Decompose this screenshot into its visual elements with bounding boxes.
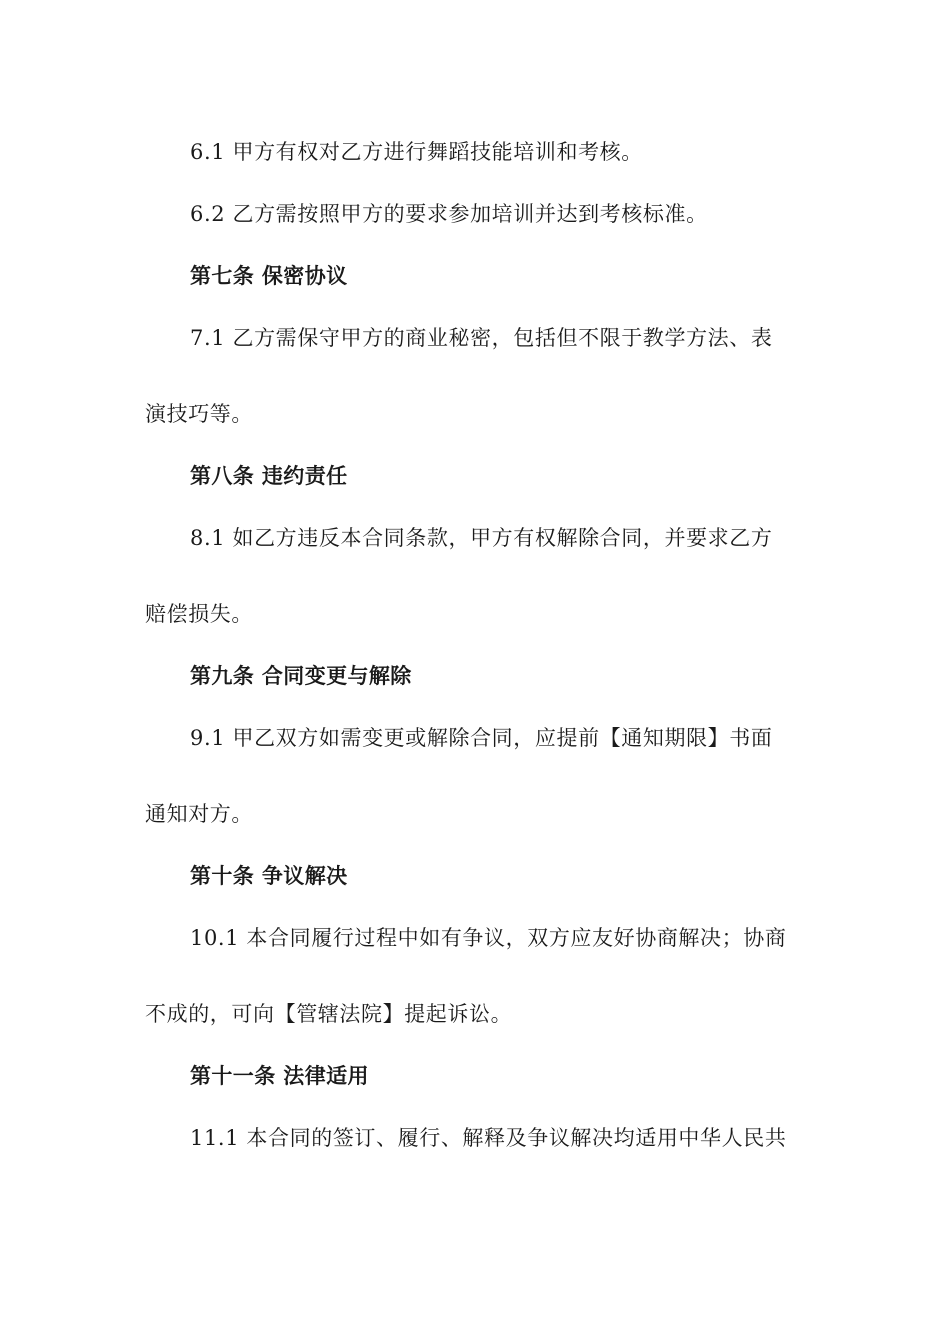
heading-article-11: 第十一条 法律适用	[190, 1064, 369, 1088]
clause-7-1: 7.1 乙方需保守甲方的商业秘密，包括但不限于教学方法、表	[190, 326, 773, 350]
clause-10-1: 10.1 本合同履行过程中如有争议，双方应友好协商解决；协商	[190, 926, 787, 950]
clause-7-1-continued: 演技巧等。	[145, 402, 253, 426]
clause-8-1: 8.1 如乙方违反本合同条款，甲方有权解除合同，并要求乙方	[190, 526, 773, 550]
clause-6-2: 6.2 乙方需按照甲方的要求参加培训并达到考核标准。	[190, 202, 708, 226]
clause-8-1-continued: 赔偿损失。	[145, 602, 253, 626]
heading-article-7: 第七条 保密协议	[190, 264, 348, 288]
clause-9-1-continued: 通知对方。	[145, 802, 253, 826]
heading-article-10: 第十条 争议解决	[190, 864, 348, 888]
clause-9-1: 9.1 甲乙双方如需变更或解除合同，应提前【通知期限】书面	[190, 726, 773, 750]
heading-article-9: 第九条 合同变更与解除	[190, 664, 412, 688]
clause-6-1: 6.1 甲方有权对乙方进行舞蹈技能培训和考核。	[190, 140, 643, 164]
clause-10-1-continued: 不成的，可向【管辖法院】提起诉讼。	[145, 1002, 513, 1026]
heading-article-8: 第八条 违约责任	[190, 464, 348, 488]
clause-11-1: 11.1 本合同的签订、履行、解释及争议解决均适用中华人民共	[190, 1126, 787, 1150]
